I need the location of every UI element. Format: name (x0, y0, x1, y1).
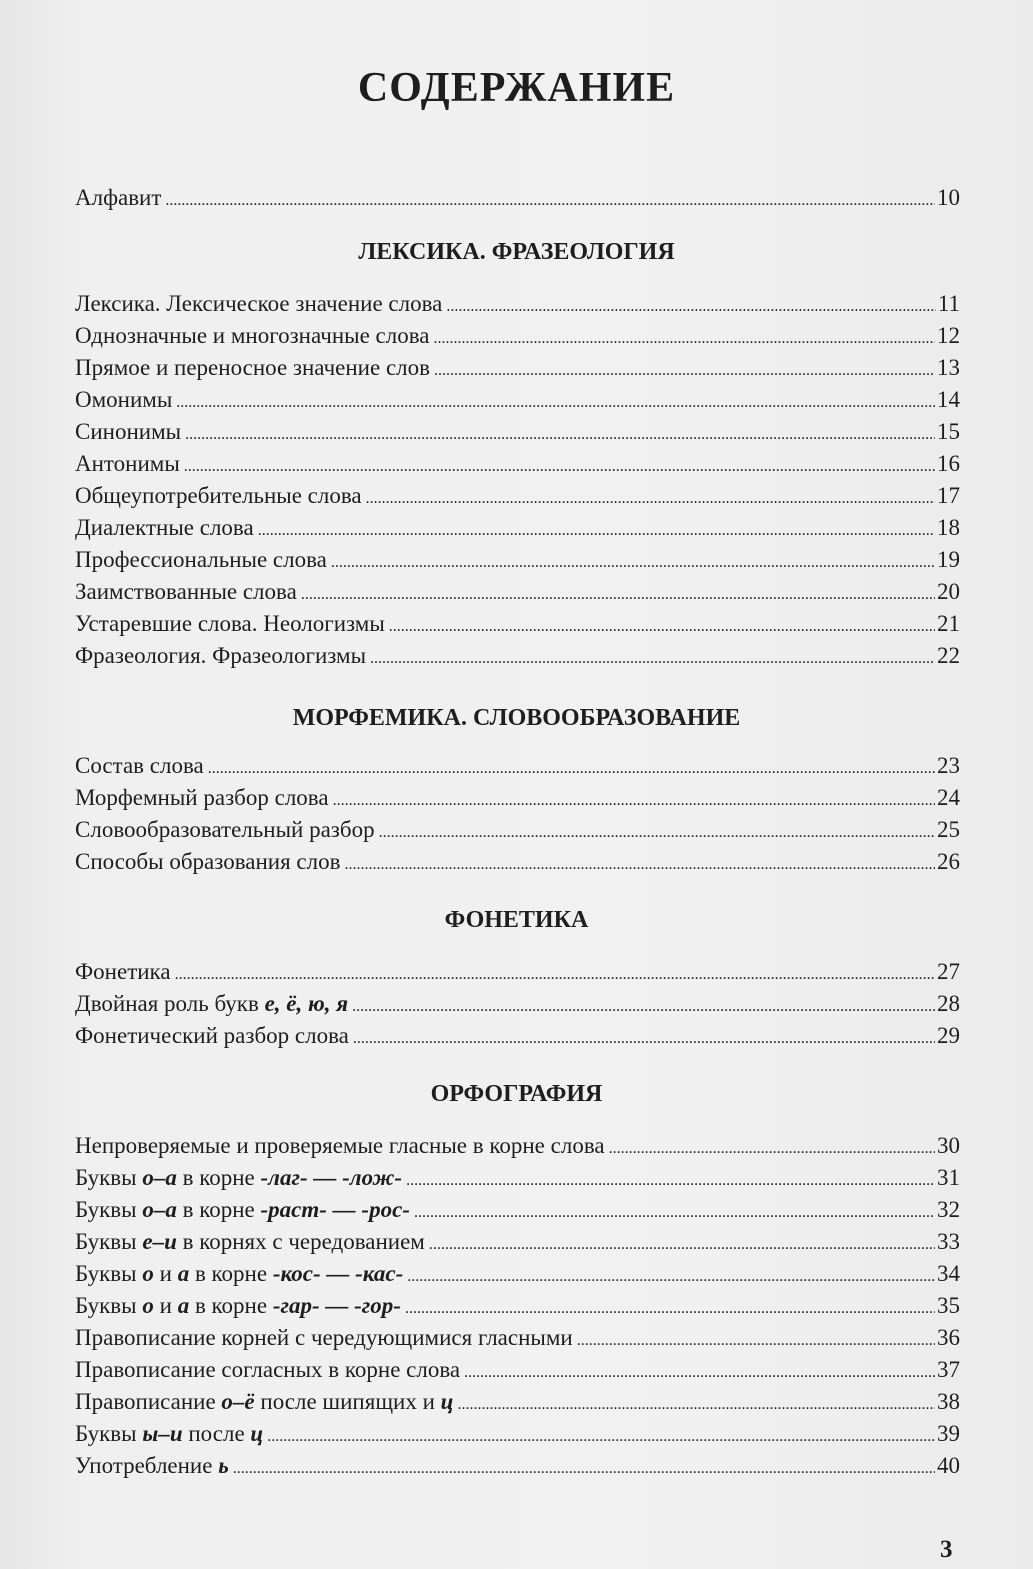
section-heading: ФОНЕТИКА (444, 907, 589, 933)
toc-page-number: 12 (937, 323, 960, 348)
toc-entry-text: Способы образования слов (75, 849, 341, 874)
dot-leader (457, 1399, 935, 1411)
toc-entry (75, 956, 960, 986)
toc-entry-title (75, 784, 329, 812)
toc-entry-emphasis: а (177, 1261, 190, 1286)
dot-leader (353, 1033, 935, 1045)
toc-entry-title (75, 290, 442, 318)
toc-entry-emphasis: ь (218, 1453, 229, 1478)
dot-leader (379, 827, 935, 839)
toc-entry (75, 1258, 960, 1288)
page-title: СОДЕРЖАНИЕ (357, 65, 676, 111)
toc-page-number: 13 (937, 355, 960, 380)
toc-entry-text: Буквы (75, 1421, 143, 1446)
toc-page-number: 34 (937, 1261, 960, 1286)
toc-entry (75, 182, 960, 212)
toc-entry-text: Морфемный разбор слова (75, 785, 329, 810)
toc-page-number: 19 (937, 547, 960, 572)
toc-entry-text: Правописание согласных в корне слова (75, 1357, 461, 1382)
toc-entry-title (75, 482, 362, 510)
toc-entry (75, 1020, 960, 1050)
toc-page-number: 21 (937, 611, 960, 636)
toc-entry-text: Буквы (75, 1293, 143, 1318)
section-heading: ЛЕКСИКА. ФРАЗЕОЛОГИЯ (358, 239, 675, 265)
dot-leader (267, 1431, 935, 1443)
toc-entry (75, 512, 960, 542)
toc-entry-title (75, 418, 181, 446)
toc-entry-text: Фонетический разбор слова (75, 1023, 349, 1048)
toc-entry-title (75, 1356, 460, 1384)
toc-entry-title (75, 1292, 401, 1320)
toc-page-number: 29 (937, 1023, 960, 1048)
toc-entry-text: Устаревшие слова. Неологизмы (75, 611, 385, 636)
toc-entry (75, 846, 960, 876)
section-heading: ОРФОГРАФИЯ (430, 1081, 603, 1107)
toc-entry (75, 320, 960, 350)
toc-page-number: 23 (937, 753, 960, 778)
toc-entry-title (75, 386, 172, 414)
dot-leader (344, 859, 935, 871)
toc-entry-text: Синонимы (75, 419, 182, 444)
toc-entry-text: Правописание (75, 1389, 222, 1414)
toc-entry-title (75, 184, 161, 212)
toc-page-number: 33 (937, 1229, 960, 1254)
toc-entry-emphasis: о (142, 1293, 154, 1318)
toc-entry-text: Буквы (75, 1261, 143, 1286)
toc-page-number: 24 (937, 785, 960, 810)
toc-entry (75, 1290, 960, 1320)
toc-entry-title (75, 514, 254, 542)
toc-entry-title (75, 1196, 410, 1224)
toc-entry-text: Профессиональные слова (75, 547, 327, 572)
toc-entry (75, 1226, 960, 1256)
toc-page-number: 31 (937, 1165, 960, 1190)
toc-entry-text: в корне (176, 1197, 261, 1222)
dot-leader (331, 557, 935, 569)
dot-leader (406, 1175, 935, 1187)
toc-entry-text: Диалектные слова (75, 515, 254, 540)
toc-entry (75, 1194, 960, 1224)
toc-entry (75, 750, 960, 780)
toc-entry-emphasis: -раст- — -рос- (260, 1197, 410, 1222)
section-heading: МОРФЕМИКА. СЛОВООБРАЗОВАНИЕ (292, 705, 741, 731)
dot-leader (352, 1001, 935, 1013)
toc-entry-title (75, 752, 204, 780)
toc-entry-text: Двойная роль букв (75, 991, 265, 1016)
toc-page-number: 16 (937, 451, 960, 476)
toc-entry-text: и (153, 1293, 178, 1318)
dot-leader (165, 195, 935, 207)
toc-page-number: 37 (937, 1357, 960, 1382)
toc-entry (75, 416, 960, 446)
toc-entry (75, 782, 960, 812)
dot-leader (301, 589, 935, 601)
toc-entry-text: в корне (189, 1293, 273, 1318)
toc-entry-text: Однозначные и многозначные слова (75, 323, 430, 348)
toc-entry-emphasis: о–а (142, 1165, 177, 1190)
toc-entry (75, 988, 960, 1018)
toc-entry-emphasis: ц (250, 1421, 264, 1446)
toc-entry-text: Алфавит (75, 185, 162, 210)
toc-entry (75, 288, 960, 318)
toc-entry (75, 384, 960, 414)
dot-leader (184, 461, 935, 473)
dot-leader (405, 1303, 935, 1315)
toc-entry (75, 1418, 960, 1448)
dot-leader (407, 1271, 935, 1283)
dot-leader (434, 333, 936, 345)
toc-page-number: 27 (937, 959, 960, 984)
toc-page-number: 14 (937, 387, 960, 412)
toc-entry-emphasis: а (177, 1293, 190, 1318)
toc-entry-emphasis: е, ё, ю, я (264, 991, 349, 1016)
toc-entry-title (75, 958, 171, 986)
toc-entry (75, 448, 960, 478)
page-number: 3 (940, 1536, 953, 1563)
dot-leader (414, 1207, 935, 1219)
toc-entry-emphasis: о–ё (221, 1389, 255, 1414)
toc-page-number: 38 (937, 1389, 960, 1414)
toc-page-number: 10 (937, 185, 960, 210)
toc-entry-text: Омонимы (75, 387, 173, 412)
toc-entry-text: Буквы (75, 1197, 143, 1222)
toc-page-number: 25 (937, 817, 960, 842)
toc-entry-text: в корне (176, 1165, 261, 1190)
toc-entry-text: Заимствованные слова (75, 579, 297, 604)
toc-entry (75, 814, 960, 844)
toc-entry-title (75, 450, 180, 478)
toc-page-number: 22 (937, 643, 960, 668)
toc-entry-title (75, 1164, 402, 1192)
toc-page-number: 15 (937, 419, 960, 444)
toc-entry-text: Фонетика (75, 959, 171, 984)
toc-entry-title (75, 1022, 349, 1050)
toc-entry-title (75, 848, 340, 876)
toc-page-number: 40 (937, 1453, 960, 1478)
dot-leader (370, 653, 935, 665)
toc-entry (75, 1322, 960, 1352)
toc-page-number: 28 (937, 991, 960, 1016)
dot-leader (185, 429, 935, 441)
toc-entry (75, 480, 960, 510)
toc-entry-text: Непроверяемые и проверяемые гласные в корне слова (75, 1133, 605, 1158)
toc-entry (75, 1386, 960, 1416)
toc-page-number: 35 (937, 1293, 960, 1318)
toc-entry (75, 1130, 960, 1160)
toc-entry (75, 544, 960, 574)
toc-entry (75, 640, 960, 670)
toc-entry-emphasis: е–и (142, 1229, 177, 1254)
toc-entry-emphasis: -гар- — -гор- (272, 1293, 401, 1318)
toc-entry-title (75, 1452, 229, 1480)
toc-entry (75, 1450, 960, 1480)
toc-entry-title (75, 1420, 263, 1448)
toc-entry-title (75, 1132, 605, 1160)
toc-entry-text: Лексика. Лексическое значение слова (75, 291, 443, 316)
toc-entry-text: Правописание корней с чередующимися гласными (75, 1325, 573, 1350)
toc-entry-title (75, 1324, 573, 1352)
toc-page-number: 17 (937, 483, 960, 508)
dot-leader (434, 365, 935, 377)
toc-page-number: 20 (937, 579, 960, 604)
toc-entry-emphasis: ц (440, 1389, 454, 1414)
toc-entry-text: в корне (189, 1261, 273, 1286)
toc-entry (75, 576, 960, 606)
toc-entry-title (75, 354, 430, 382)
toc-entry-text: Буквы (75, 1165, 143, 1190)
dot-leader (258, 525, 935, 537)
toc-entry-emphasis: о–а (142, 1197, 177, 1222)
toc-page-number: 18 (937, 515, 960, 540)
toc-entry-title (75, 990, 348, 1018)
toc-entry-emphasis: ы–и (142, 1421, 183, 1446)
toc-entry-text: после шипящих и (254, 1389, 441, 1414)
toc-entry-title (75, 546, 327, 574)
toc-entry-title (75, 816, 375, 844)
dot-leader (609, 1143, 935, 1155)
dot-leader (175, 969, 935, 981)
toc-entry-title (75, 322, 430, 350)
toc-entry-text: Употребление (75, 1453, 219, 1478)
toc-entry (75, 1354, 960, 1384)
dot-leader (429, 1239, 935, 1251)
dot-leader (389, 621, 935, 633)
toc-entry-title (75, 578, 297, 606)
toc-page-number: 36 (937, 1325, 960, 1350)
toc-page-number: 32 (937, 1197, 960, 1222)
toc-entry-emphasis: о (142, 1261, 154, 1286)
toc-entry-text: Общеупотребительные слова (75, 483, 362, 508)
toc-entry-text: Буквы (75, 1229, 143, 1254)
toc-entry-title (75, 1260, 403, 1288)
dot-leader (208, 763, 935, 775)
toc-entry-text: в корнях с чередованием (176, 1229, 425, 1254)
toc-entry (75, 608, 960, 638)
toc-entry-title (75, 642, 366, 670)
toc-entry-text: Прямое и переносное значение слов (75, 355, 430, 380)
toc-entry-text: Словообразовательный разбор (75, 817, 375, 842)
dot-leader (366, 493, 935, 505)
toc-entry (75, 1162, 960, 1192)
toc-entry-emphasis: -кос- — -кас- (272, 1261, 404, 1286)
toc-entry-emphasis: -лаг- — -лож- (260, 1165, 403, 1190)
toc-page-number: 39 (937, 1421, 960, 1446)
toc-entry-text: Фразеология. Фразеологизмы (75, 643, 367, 668)
toc-page-number: 26 (937, 849, 960, 874)
toc-entry-text: и (153, 1261, 178, 1286)
toc-page-number: 30 (937, 1133, 960, 1158)
dot-leader (333, 795, 935, 807)
toc-entry-title (75, 1228, 425, 1256)
dot-leader (577, 1335, 935, 1347)
toc-entry (75, 352, 960, 382)
toc-entry-text: после (182, 1421, 251, 1446)
toc-entry-title (75, 1388, 453, 1416)
dot-leader (464, 1367, 935, 1379)
toc-page-number: 11 (937, 291, 960, 316)
toc-entry-title (75, 610, 385, 638)
dot-leader (176, 397, 935, 409)
toc-entry-text: Состав слова (75, 753, 204, 778)
dot-leader (446, 301, 935, 313)
toc-entry-text: Антонимы (75, 451, 180, 476)
dot-leader (233, 1463, 935, 1475)
